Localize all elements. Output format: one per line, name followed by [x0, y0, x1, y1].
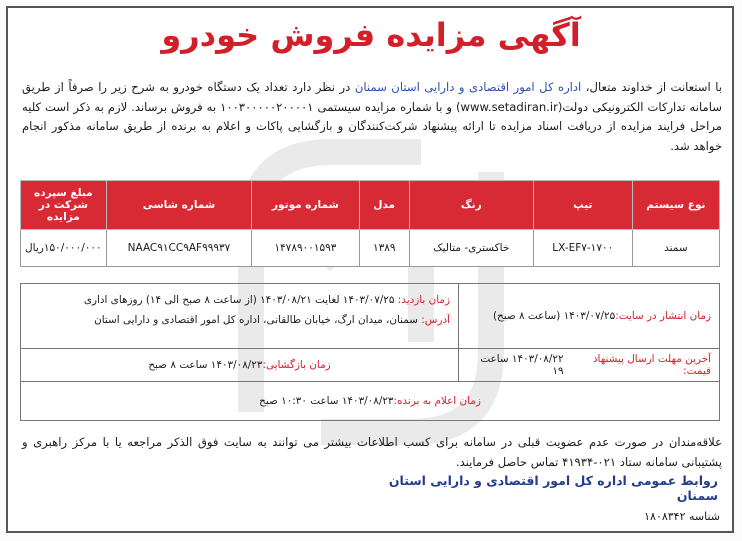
footer-paragraph: علاقه‌مندان در صورت عدم عضویت قبلی در سامانه برای کسب اطلاعات بیشتر می توانند به سایت فوق الذکر مراجعه یا با مرکز راهبری و پشتیبانی سامانه ستاد ۰۲۱-۴۱۹۳۴ تماس حاصل فرمایند.: [22, 435, 722, 469]
vehicle-table: [20, 180, 720, 267]
winner-value: ۱۴۰۳/۰۸/۲۳ ساعت ۱۰:۳۰ صبح: [259, 395, 394, 407]
visit-info: [21, 284, 459, 348]
cell-system: سمند: [632, 230, 719, 267]
schedule-box: [20, 283, 720, 421]
address-label: آدرس:: [421, 314, 450, 326]
table-row: [21, 230, 720, 267]
cell-engine-number: ۱۴۷۸۹۰۰۱۵۹۳: [252, 230, 359, 267]
header-model: مدل: [359, 181, 409, 230]
schedule-row-3: [21, 382, 719, 420]
visit-label: زمان بازدید:: [397, 294, 450, 306]
header-color: رنگ: [409, 181, 533, 230]
header-chassis-number: شماره شاسی: [106, 181, 252, 230]
page-title: آگهی مزایده فروش خودرو: [161, 16, 581, 54]
header-engine-number: شماره موتور: [252, 181, 359, 230]
reference-id: شناسه ۱۸۰۸۳۴۲: [644, 510, 720, 523]
address-value: سمنان، میدان ارگ، خیابان طالقانی، اداره کل امور اقتصادی و دارایی استان: [94, 314, 422, 326]
intro-office-name: اداره کل امور اقتصادی و دارایی استان سمنان: [354, 80, 582, 94]
intro-part2: در نظر دارد تعداد یک دستگاه خودرو به شرح زیر را صرفاً از طریق سامانه تدارکات الکترونیکی دولت(www.setadiran.ir) و با شماره مزایده سیستمی ۱۰۰۳۰۰۰۰۰۲۰۰۰۰۱ به فروش برساند. لازم به ذکر است کلیه مراحل فرایند مزایده از دریافت اسناد مزایده تا ارائه پیشنهاد شرکت‌کنندگان و بازگشایی پاکات و اعلام به برنده از طریق سامانه مذکور انجام خواهد شد.: [22, 80, 722, 153]
schedule-row-2: [21, 349, 719, 382]
winner-label: زمان اعلام به برنده:: [393, 395, 481, 407]
publish-label: زمان انتشار در سایت:: [615, 310, 711, 322]
deadline-value: ۱۴۰۳/۰۸/۲۲ ساعت ۱۹: [480, 353, 564, 377]
cell-chassis-number: NAAC۹۱CC۹AF۹۹۹۳۷: [106, 230, 252, 267]
header-deposit: مبلغ سپرده شرکت در مزایده: [21, 181, 107, 230]
opening-time: [21, 349, 459, 381]
schedule-row-1: [21, 284, 719, 349]
publish-time: [459, 284, 719, 348]
deadline-label: آخرین مهلت ارسال پیشنهاد قیمت:: [592, 353, 711, 377]
opening-label: زمان بازگشایی:: [262, 359, 331, 371]
cell-color: خاکستری- متالیک: [409, 230, 533, 267]
deadline-time: [459, 349, 719, 381]
cell-deposit: ۱۵۰/۰۰۰/۰۰۰ریال: [21, 230, 107, 267]
intro-part1: با استعانت از خداوند متعال،: [581, 80, 723, 94]
signature-line: روابط عمومی اداره کل امور اقتصادی و دارایی استان سمنان: [388, 473, 718, 503]
visit-value: ۱۴۰۳/۰۷/۲۵ لغایت ۱۴۰۳/۰۸/۲۱ (از ساعت ۸ صبح الی ۱۴) روزهای اداری: [83, 294, 398, 306]
cell-model: ۱۳۸۹: [359, 230, 409, 267]
winner-announce-time: [21, 382, 719, 420]
header-system: نوع سیستم: [632, 181, 719, 230]
table-header-row: [21, 181, 720, 230]
intro-paragraph: [22, 78, 722, 156]
cell-type: LX-EF۷-۱۷۰۰: [533, 230, 632, 267]
header-type: تیپ: [533, 181, 632, 230]
publish-value: ۱۴۰۳/۰۷/۲۵ (ساعت ۸ صبح): [493, 310, 616, 322]
opening-value: ۱۴۰۳/۰۸/۲۳ ساعت ۸ صبح: [148, 359, 263, 371]
